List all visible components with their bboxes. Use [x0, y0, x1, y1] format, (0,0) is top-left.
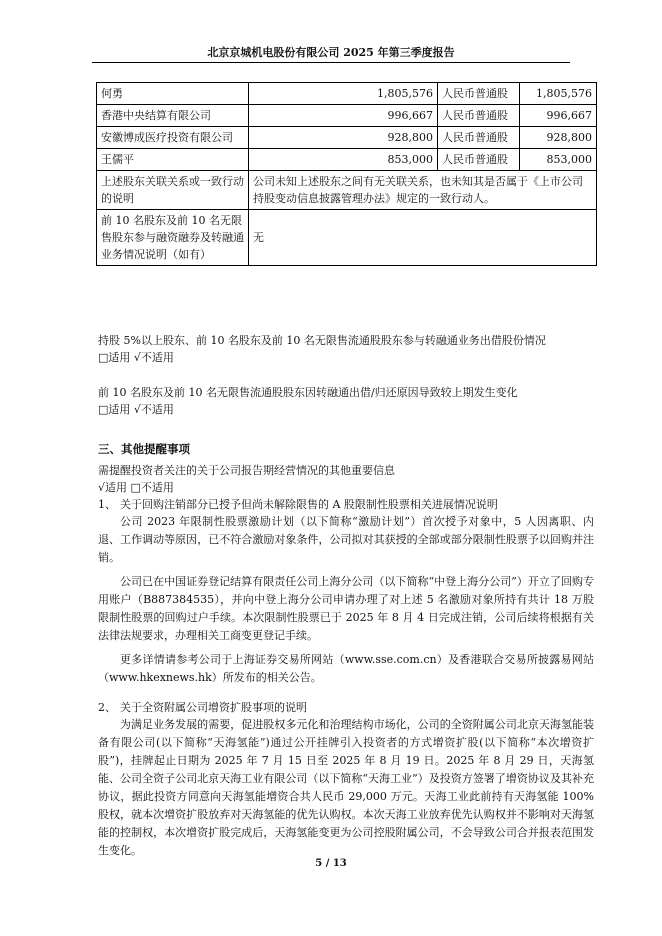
table-row	[97, 83, 597, 105]
shareholder-name: 何勇	[97, 83, 249, 105]
relation-value: 公司未知上述股东之间有无关联关系，也未知其是否属于《上市公司持股变动信息披露管理办法》规定的一致行动人。	[249, 171, 597, 210]
share-type: 人民币普通股	[438, 127, 520, 149]
share-quantity: 1,805,576	[249, 83, 438, 105]
table-row	[97, 127, 597, 149]
shareholder-table	[96, 82, 597, 266]
report-header: 北京京城机电股份有限公司 2025 年第三季度报告	[207, 46, 455, 59]
item-1-title	[98, 496, 594, 513]
section-other-reminders	[98, 441, 594, 860]
change-option: □适用 √不适用	[98, 403, 174, 416]
shareholder-name: 安徽博成医疗投资有限公司	[97, 127, 249, 149]
item-1-paragraph-2: 公司已在中国证券登记结算有限责任公司上海分公司（以下简称“中登上海分公司”）开立了回购专用账户（B887384535），并向中登上海分公司申请办理了对上述 5 名激励对象所持有共计 18 万股限制性股票的回购过户手续。本次限制性股票已于 2025 年 8 月 4 日完成注销，公司后续将根据有关法律法规要求，办理相关工商变更登记手续。	[98, 575, 594, 642]
item-2-paragraph-1: 为满足业务发展的需要，促进股权多元化和治理结构市场化，公司的全资附属公司北京天海氢能装备有限公司(以下简称“天海氢能”)通过公开挂牌引入投资者的方式增资扩股(以下简称“本次增资扩股”)，挂牌起止日期为 2025 年 7 月 15 日至 2025 年 8 月 19 日。2025 年 8 月 29 日，天海氢能、公司全资子公司北京天海工业有限公司（以下简称“天海工业”）及投资方签署了增资协议及其补充协议，据此投资方同意向天海氢能增资合共人民币 29,000 万元。天海工业此前持有天海氢能 100%股权，就本次增资扩股放弃对天海氢能的优先认购权。本次天海工业放弃优先认购权并不影响对天海氢能的控制权，本次增资扩股完成后，天海氢能变更为公司控股附属公司，不会导致公司合并报表范围发生变化。	[98, 718, 594, 857]
table-row	[97, 105, 597, 127]
share-count: 1,805,576	[520, 83, 597, 105]
share-quantity: 928,800	[249, 127, 438, 149]
share-count: 853,000	[520, 149, 597, 171]
change-section	[98, 384, 594, 418]
table-row	[97, 149, 597, 171]
lending-section	[98, 332, 594, 366]
page-number: 5 / 13	[315, 858, 347, 869]
lending-title: 持股 5%以上股东、前 10 名股东及前 10 名无限售流通股股东参与转融通业务出借股份情况	[98, 334, 546, 347]
header-divider	[92, 62, 570, 63]
shareholder-name: 香港中央结算有限公司	[97, 105, 249, 127]
item-title: 关于全资附属公司增资扩股事项的说明	[120, 701, 307, 714]
item-1-paragraph-3: 更多详情请参考公司于上海证券交易所网站（www.sse.com.cn）及香港联合交易所披露易网站（www.hkexnews.hk）所发布的相关公告。	[98, 653, 594, 684]
lending-option: □适用 √不适用	[98, 351, 174, 364]
item-number: 1、	[98, 498, 116, 511]
section-heading: 三、其他提醒事项	[98, 442, 190, 456]
item-title: 关于回购注销部分已授予但尚未解除限售的 A 股限制性股票相关进展情况说明	[120, 498, 498, 511]
share-count: 928,800	[520, 127, 597, 149]
item-number: 2、	[98, 701, 116, 714]
table-row	[97, 210, 597, 266]
table-row	[97, 171, 597, 210]
relation-label: 上述股东关联关系或一致行动的说明	[97, 171, 249, 210]
shareholder-name: 王儒平	[97, 149, 249, 171]
share-quantity: 853,000	[249, 149, 438, 171]
share-quantity: 996,667	[249, 105, 438, 127]
section-intro: 需提醒投资者关注的关于公司报告期经营情况的其他重要信息	[98, 464, 395, 477]
item-1-paragraph-1: 公司 2023 年限制性股票激励计划（以下简称“激励计划”）首次授予对象中，5 人因离职、内退、工作调动等原因，已不符合激励对象条件，公司拟对其获授的全部或部分限制性股票予以回购并注销。	[98, 515, 594, 564]
margin-value: 无	[249, 210, 597, 266]
change-title: 前 10 名股东及前 10 名无限售流通股股东因转融通出借/归还原因导致较上期发生变化	[98, 386, 518, 399]
section-option: √适用 □不适用	[98, 481, 174, 494]
share-type: 人民币普通股	[438, 83, 520, 105]
share-type: 人民币普通股	[438, 105, 520, 127]
share-type: 人民币普通股	[438, 149, 520, 171]
margin-label: 前 10 名股东及前 10 名无限售股东参与融资融券及转融通业务情况说明（如有）	[97, 210, 249, 266]
item-2-title	[98, 699, 594, 716]
share-count: 996,667	[520, 105, 597, 127]
